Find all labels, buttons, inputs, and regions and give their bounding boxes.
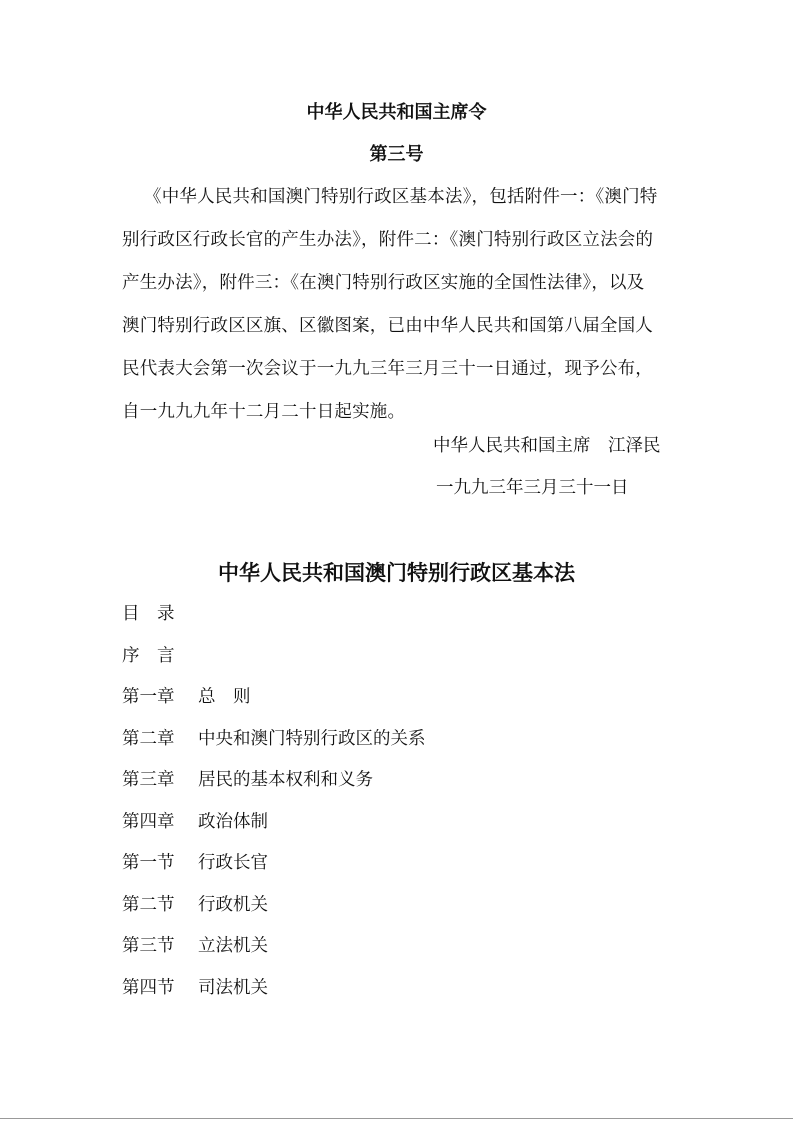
toc-item xyxy=(122,766,373,791)
order-body-line: 自一九九九年十二月二十日起实施。 xyxy=(122,402,406,422)
toc-label: 第二章 xyxy=(122,729,175,749)
toc-text: 政治体制 xyxy=(198,812,268,832)
toc-text: 行政长官 xyxy=(198,853,268,873)
toc-text: 总 则 xyxy=(198,687,251,707)
page-bottom-rule xyxy=(0,1118,793,1119)
law-title: 中华人民共和国澳门特别行政区基本法 xyxy=(218,560,575,585)
toc-item xyxy=(122,642,198,667)
toc-item xyxy=(122,974,268,999)
toc-label: 第一章 xyxy=(122,687,175,707)
toc-label: 第二节 xyxy=(122,895,175,915)
order-title: 中华人民共和国主席令 xyxy=(306,102,487,123)
toc-label: 第一节 xyxy=(122,853,175,873)
toc-label: 第四章 xyxy=(122,812,175,832)
toc-item xyxy=(122,683,251,708)
order-body-line: 民代表大会第一次会议于一九九三年三月三十一日通过，现予公布， xyxy=(122,359,653,379)
toc-text: 立法机关 xyxy=(198,936,268,956)
order-number: 第三号 xyxy=(369,144,424,165)
toc-item xyxy=(122,808,268,833)
toc-text: 司法机关 xyxy=(198,978,268,998)
toc-text: 中央和澳门特别行政区的关系 xyxy=(198,729,426,749)
order-body-line: 别行政区行政长官的产生办法》，附件二：《澳门特别行政区立法会的 xyxy=(122,230,654,250)
toc-item xyxy=(122,891,268,916)
toc-text: 行政机关 xyxy=(198,895,268,915)
order-body-line: 产生办法》，附件三：《在澳门特别行政区实施的全国性法律》，以及 xyxy=(122,273,645,293)
toc-label: 第四节 xyxy=(122,978,175,998)
toc-item xyxy=(122,932,268,957)
toc-label: 序 言 xyxy=(122,646,175,666)
signatory: 中华人民共和国主席 江泽民 xyxy=(433,436,661,456)
toc-text: 居民的基本权利和义务 xyxy=(198,770,373,790)
toc-label: 第三章 xyxy=(122,770,175,790)
toc-item xyxy=(122,600,198,625)
toc-label: 第三节 xyxy=(122,936,175,956)
order-body-line: 《中华人民共和国澳门特别行政区基本法》，包括附件一：《澳门特 xyxy=(144,187,658,207)
order-body-line: 澳门特别行政区区旗、区徽图案，已由中华人民共和国第八届全国人 xyxy=(122,316,653,336)
order-date: 一九九三年三月三十一日 xyxy=(436,478,629,498)
toc-item xyxy=(122,849,268,874)
toc-label: 目 录 xyxy=(122,604,175,624)
toc-item xyxy=(122,725,426,750)
